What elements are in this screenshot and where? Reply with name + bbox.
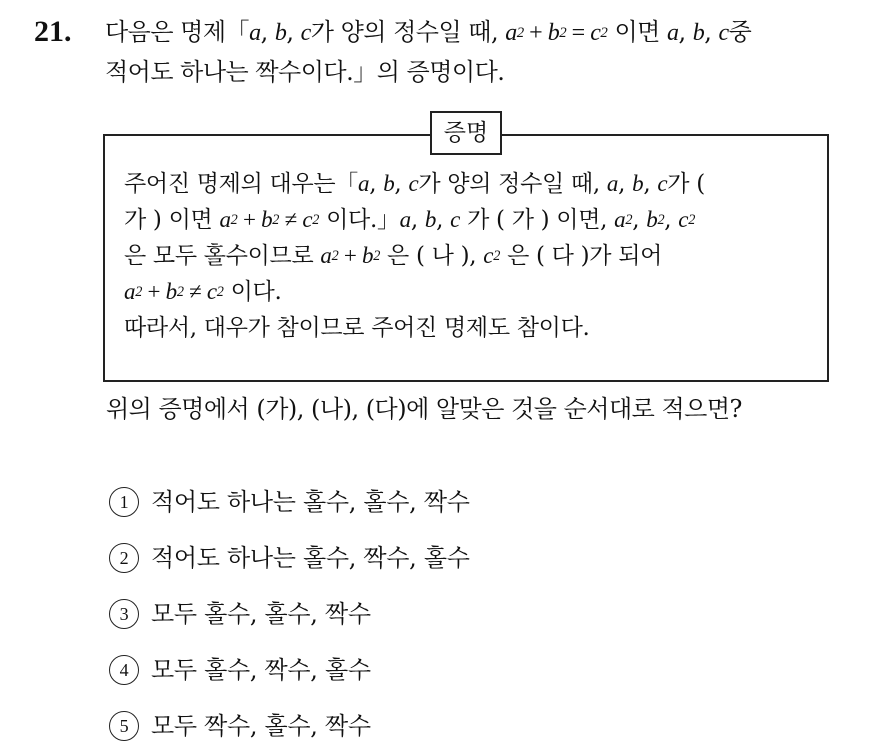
choice-number-circle: 3 (109, 599, 139, 629)
choice-text: 적어도 하나는 홀수, 홀수, 짝수 (151, 488, 470, 516)
choice-text: 모두 홀수, 짝수, 홀수 (151, 656, 371, 684)
question-number: 21. (34, 15, 72, 48)
choice-number-circle: 2 (109, 543, 139, 573)
equation: $a^2 + b^2 = c^2$ (505, 20, 608, 46)
comma: , (286, 18, 294, 46)
var-a: a (249, 20, 261, 46)
choice-text: 모두 홀수, 홀수, 짝수 (151, 600, 371, 628)
stem-text: 다음은 명제「 (105, 18, 250, 46)
stem-text: 중 (728, 18, 752, 46)
choice-1[interactable] (109, 482, 470, 522)
choice-number-circle: 5 (109, 711, 139, 741)
choice-4[interactable] (109, 650, 371, 690)
stem-line-1: 다음은 명제「a, b, c가 양의 정수일 때, $a^2 + b^2 = c^2$ 이면 a, b, c중 (105, 18, 752, 46)
proof-title: 증명 (430, 111, 502, 155)
var-c: c (300, 20, 311, 46)
choice-5[interactable] (109, 706, 371, 746)
choice-text: 모두 짝수, 홀수, 짝수 (151, 712, 371, 740)
var-a: a (666, 20, 679, 46)
choice-number-circle: 4 (109, 655, 139, 685)
choice-text: 적어도 하나는 홀수, 짝수, 홀수 (151, 544, 470, 572)
choice-number-circle: 1 (109, 487, 139, 517)
comma: , (260, 18, 268, 46)
var-b: b (692, 20, 705, 46)
proof-line-5: 따라서, 대우가 참이므로 주어진 명제도 참이다. (124, 315, 590, 341)
stem-line-2: 적어도 하나는 짝수이다.」의 증명이다. (105, 58, 505, 86)
proof-line-2: 가 ) 이면 $a^2 + b^2 \ne c^2$ 이다.」a, b, c 가 ( 가 ) 이면, $a^2$, $b^2$, $c^2$ (124, 207, 696, 233)
var-b: b (274, 20, 287, 46)
stem-text: 이면 (614, 18, 660, 46)
proof-line-4: $a^2 + b^2 \ne c^2$ 이다. (124, 279, 282, 305)
inequality: $a^2 + b^2 \ne c^2$ (219, 207, 320, 232)
question-prompt: 위의 증명에서 (가), (나), (다)에 알맞은 것을 순서대로 적으면? (106, 395, 742, 423)
choice-2[interactable] (109, 538, 470, 578)
proof-line-1: 주어진 명제의 대우는「a, b, c가 양의 정수일 때, a, b, c가 ( (124, 171, 705, 197)
var-c: c (718, 20, 729, 46)
choice-3[interactable] (109, 594, 371, 634)
stem-text: 가 양의 정수일 때, (310, 18, 499, 46)
proof-line-3: 은 모두 홀수이므로 $a^2 + b^2$ 은 ( 나 ), $c^2$ 은 ( 다 )가 되어 (124, 243, 663, 269)
